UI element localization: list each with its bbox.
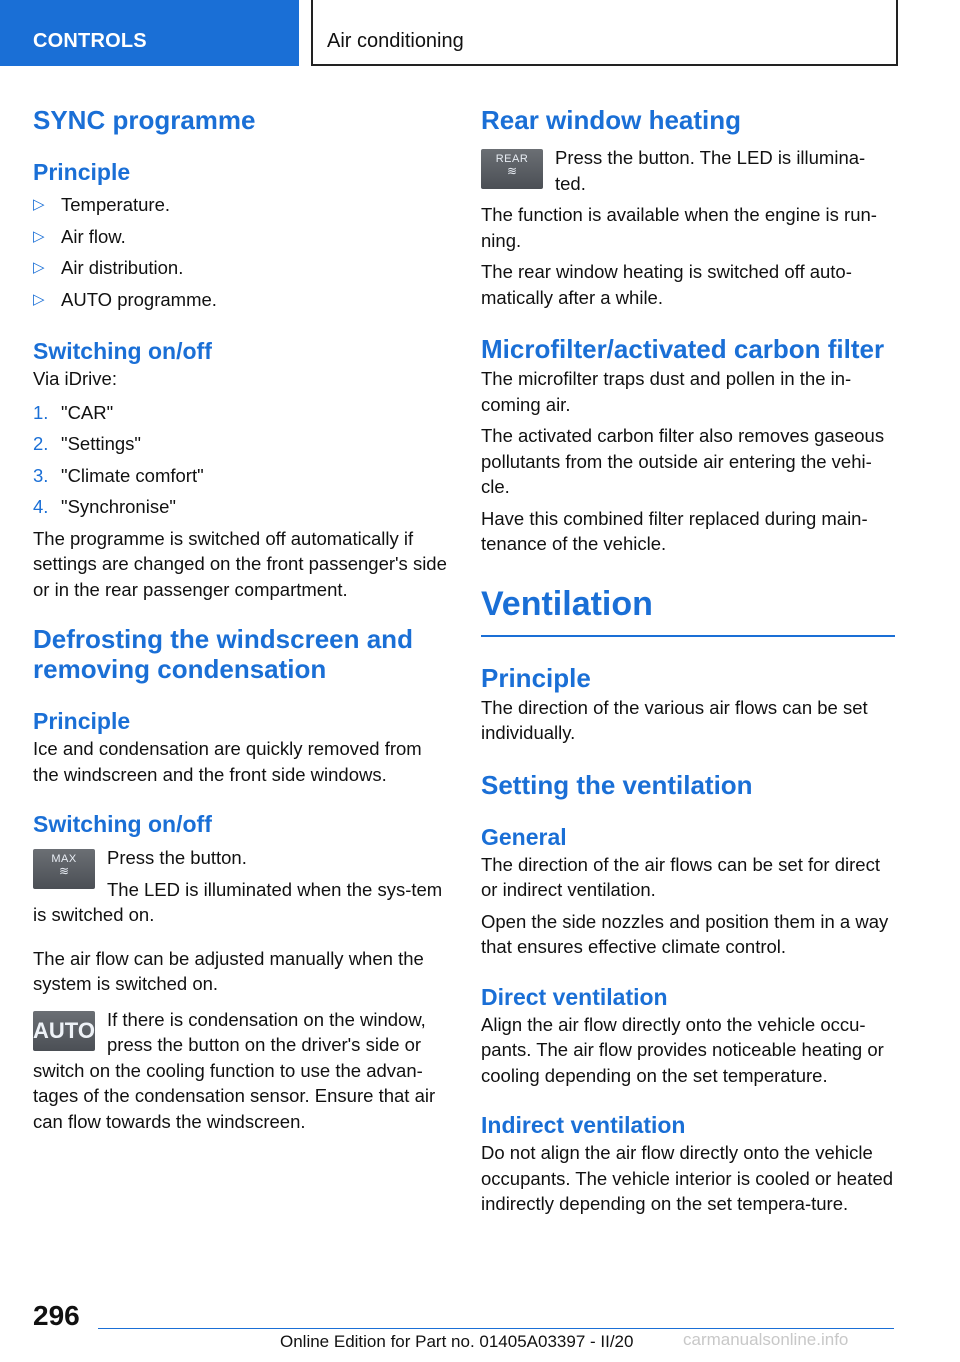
general-heading: General bbox=[481, 823, 567, 850]
general-text-1: The direction of the air flows can be set for direct or indirect ventilation. bbox=[481, 853, 880, 900]
rear-window-heating-button-icon: REAR ≋ bbox=[481, 149, 543, 189]
rear-press-text: Press the button. The LED is illumina‐ted. bbox=[555, 147, 866, 194]
heat-waves-icon: ≋ bbox=[58, 864, 70, 878]
triangle-bullet-icon: ▷ bbox=[33, 196, 45, 213]
rear-heading: Rear window heating bbox=[481, 105, 742, 135]
filter-heading: Microfilter/activated carbon filter bbox=[481, 334, 885, 364]
defrost-airflow-text: The air flow can be adjusted manually when the system is switched on. bbox=[33, 947, 424, 994]
defrost-switch-heading: Switching on/off bbox=[33, 811, 212, 837]
heat-waves-icon: ≋ bbox=[506, 164, 518, 178]
steps-list bbox=[33, 400, 447, 520]
vent-principle-heading: Principle bbox=[481, 662, 591, 693]
filter-text-1: The microfilter traps dust and pollen in the in‐coming air. bbox=[481, 368, 852, 415]
list-item: ▷ Temperature. bbox=[33, 192, 447, 218]
principle-list bbox=[33, 192, 447, 312]
vent-principle-text: The direction of the various air flows can be set individually. bbox=[481, 696, 868, 743]
right-column bbox=[481, 100, 895, 1217]
rear-button-block bbox=[481, 145, 895, 196]
topic-label: Air conditioning bbox=[327, 30, 464, 52]
switch-heading: Switching on/off bbox=[33, 338, 212, 364]
list-item: 1. "CAR" bbox=[33, 401, 114, 423]
max-defrost-button-icon: MAX ≋ bbox=[33, 849, 95, 889]
topic-header bbox=[311, 0, 898, 66]
triangle-bullet-icon: ▷ bbox=[33, 227, 45, 245]
rear-auto-off-text: The rear window heating is switched off auto‐matically after a while. bbox=[481, 261, 852, 308]
edition-text: Online Edition for Part no. 01405A03397 - II/20 bbox=[280, 1332, 634, 1351]
list-item: 4. "Synchronise" bbox=[33, 496, 176, 517]
triangle-bullet-icon: ▷ bbox=[33, 290, 45, 308]
auto-text: If there is condensation on the window, press the button on the driver's side or switch on the cooling function to use the advan‐tages of the condensation sensor. Ensure that air can flow towards the windscreen. bbox=[33, 1008, 436, 1132]
section-label: CONTROLS bbox=[33, 30, 147, 52]
list-item: ▷ Air distribution. bbox=[33, 255, 447, 281]
page-number: 296 bbox=[33, 1300, 80, 1331]
filter-text-3: Have this combined filter replaced during main‐tenance of the vehicle. bbox=[481, 507, 868, 554]
list-item: ▷ Air flow. bbox=[33, 224, 447, 250]
list-item: 3. "Climate comfort" bbox=[33, 464, 204, 486]
section-tab bbox=[0, 0, 299, 66]
rear-available-text: The function is available when the engine is run‐ning. bbox=[481, 204, 877, 251]
via-text: Via iDrive: bbox=[33, 368, 117, 389]
defrost-led-text: The LED is illuminated when the sys‐tem is switched on. bbox=[33, 878, 443, 925]
auto-button-block bbox=[33, 1007, 447, 1135]
ventilation-heading: Ventilation bbox=[481, 584, 653, 623]
defrost-heading: Defrosting the windscreen and removing condensation bbox=[33, 624, 413, 684]
auto-button-icon: AUTO bbox=[33, 1011, 95, 1051]
sync-heading: SYNC programme bbox=[33, 105, 256, 135]
principle-heading: Principle bbox=[33, 159, 131, 185]
triangle-bullet-icon: ▷ bbox=[33, 259, 45, 276]
defrost-press-text: Press the button. bbox=[107, 847, 247, 868]
defrost-principle-text: Ice and condensation are quickly removed from the windscreen and the front side windows. bbox=[33, 738, 422, 785]
filter-text-2: The activated carbon filter also removes gaseous pollutants from the outside air entering the vehi‐cle. bbox=[481, 425, 885, 497]
direct-text: Align the air flow directly onto the vehicle occu‐pants. The air flow provides noticeable heating or cooling depending on the set temperature. bbox=[481, 1013, 884, 1086]
watermark-text: carmanualsonline.info bbox=[683, 1330, 849, 1349]
sync-note: The programme is switched off automatically if settings are changed on the front passenger's side or in the rear passenger compartment. bbox=[33, 527, 447, 600]
setting-heading: Setting the ventilation bbox=[481, 769, 753, 800]
left-column bbox=[33, 100, 447, 1134]
heading-rule bbox=[481, 635, 895, 637]
direct-heading: Direct ventilation bbox=[481, 983, 668, 1010]
max-button-block bbox=[33, 845, 447, 928]
defrost-principle-heading: Principle bbox=[33, 708, 131, 734]
list-item: 2. "Settings" bbox=[33, 433, 141, 454]
general-text-2: Open the side nozzles and position them in a way that ensures effective climate control. bbox=[481, 910, 889, 957]
indirect-heading: Indirect ventilation bbox=[481, 1112, 686, 1138]
indirect-text: Do not align the air flow directly onto the vehicle occupants. The vehicle interior is cooled or heated indirectly depending on the set tempera‐ture. bbox=[481, 1142, 894, 1214]
footer-rule bbox=[98, 1328, 894, 1329]
list-item: ▷ AUTO programme. bbox=[33, 287, 447, 313]
